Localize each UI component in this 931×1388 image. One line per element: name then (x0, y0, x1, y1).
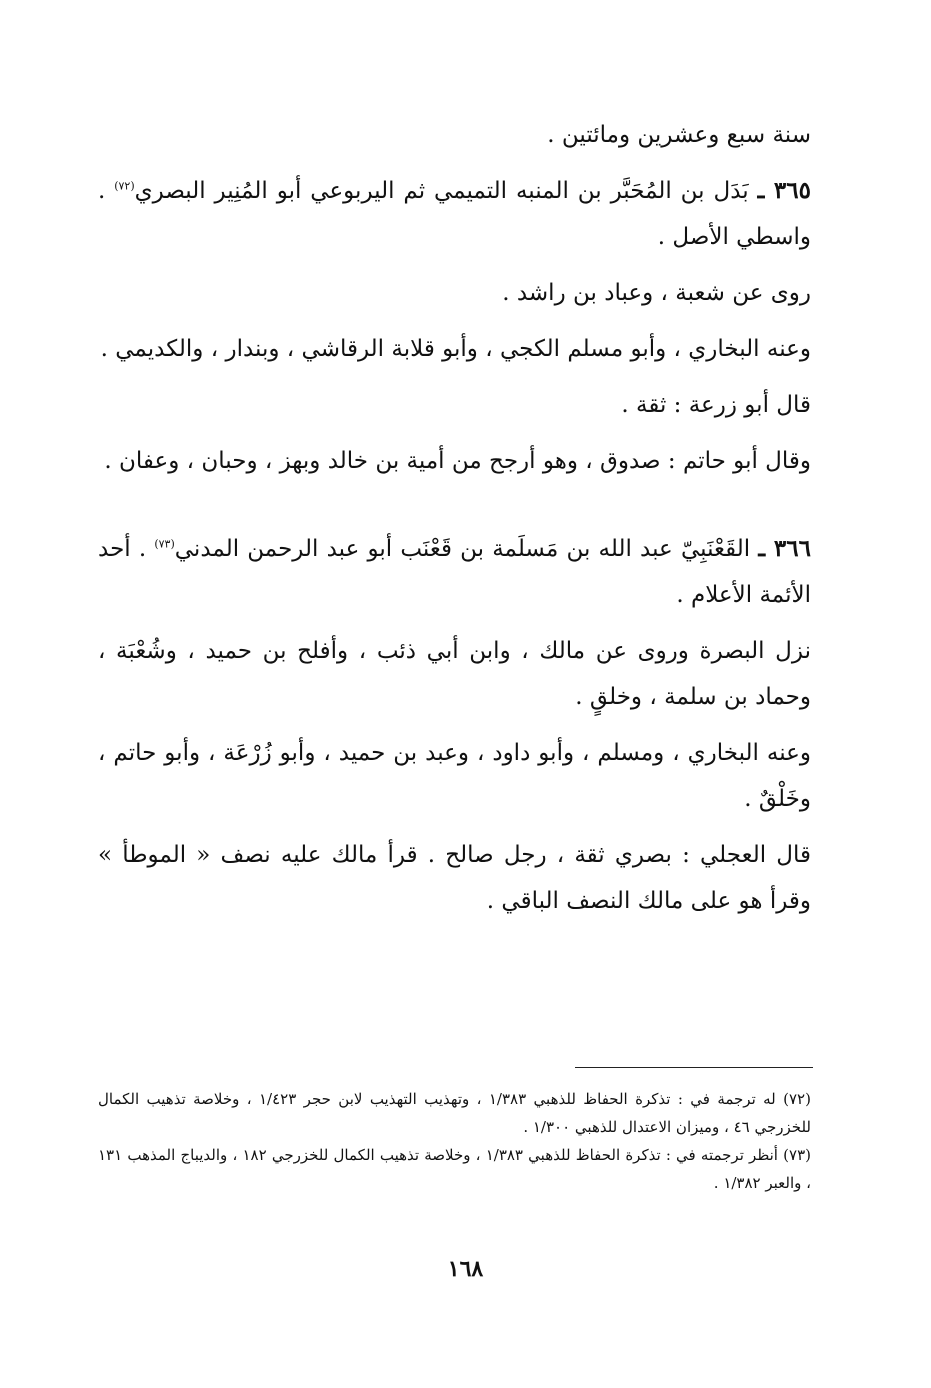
paragraph-text: وعنه البخاري ، ومسلم ، وأبو داود ، وعبد بن حميد ، وأبو زُرْعَة ، وأبو حاتم ، وخَلْقٌ . (98, 740, 811, 812)
paragraph-text: قال العجلي : بصري ثقة ، رجل صالح . قرأ مالك عليه نصف « الموطأ » وقرأ هو على مالك النصف الباقي . (98, 842, 811, 914)
paragraph-continuation (98, 112, 811, 158)
entry-name: القَعْنَبِيّ عبد الله بن مَسلَمة بن قَعْنَب أبو عبد الرحمن المدني (174, 536, 759, 562)
paragraph-abu-zura (98, 382, 811, 428)
entry-366 (98, 526, 811, 618)
main-text (98, 112, 811, 924)
paragraph-narrators-2 (98, 730, 811, 822)
entry-tail: . واسطي الأصل . (98, 178, 811, 250)
paragraph-text: وقال أبو حاتم : صدوق ، وهو أرجح من أمية بن خالد وبهز ، وحبان ، وعفان . (104, 448, 811, 474)
entry-tail: . أحد الأئمة الأعلام . (98, 536, 811, 608)
paragraph-narrated-from (98, 270, 811, 316)
paragraph-text: قال أبو زرعة : ثقة . (621, 392, 811, 418)
paragraph-ijli (98, 832, 811, 924)
footnote-divider (575, 1067, 813, 1068)
paragraph-text: وعنه البخاري ، وأبو مسلم الكجي ، وأبو قلابة الرقاشي ، وبندار ، والكديمي . (100, 336, 811, 362)
footnote-73: (٧٣) أنظر ترجمته في : تذكرة الحفاظ للذهبي ١/٣٨٣ ، وخلاصة تذهيب الكمال للخزرجي ١٨٢ ، والديباج المذهب ١٣١ ، والعبر ١/٣٨٢ . (98, 1146, 811, 1192)
entry-number: ٣٦٦ ـ (758, 535, 811, 562)
footnote-ref: (٧٣) (154, 537, 175, 551)
page-number: ١٦٨ (447, 1256, 484, 1282)
paragraph-settled-basra (98, 628, 811, 720)
footnote-72: (٧٢) له ترجمة في : تذكرة الحفاظ للذهبي ١/٣٨٣ ، وتهذيب التهذيب لابن حجر ١/٤٢٣ ، وخلاصة تذهيب الكمال للخزرجي ٤٦ ، وميزان الاعتدال للذهبي ١/٣٠٠ . (98, 1090, 811, 1136)
entry-name: بَدَل بن المُحَبَّر بن المنبه التميمي ثم اليربوعي أبو المُنِير البصري (134, 178, 758, 204)
paragraph-text: نزل البصرة وروى عن مالك ، وابن أبي ذئب ، وأفلح بن حميد ، وشُعْبَة ، وحماد بن سلمة ، وخلقٍ . (98, 638, 811, 710)
footnotes (98, 1085, 811, 1197)
footnote-ref: (٧٢) (114, 179, 135, 193)
paragraph-abu-hatim (98, 438, 811, 484)
paragraph-text: سنة سبع وعشرين ومائتين . (547, 122, 811, 148)
entry-number: ٣٦٥ ـ (757, 177, 811, 204)
paragraph-narrators (98, 326, 811, 372)
entry-365 (98, 168, 811, 260)
paragraph-text: روى عن شعبة ، وعباد بن راشد . (502, 280, 811, 306)
